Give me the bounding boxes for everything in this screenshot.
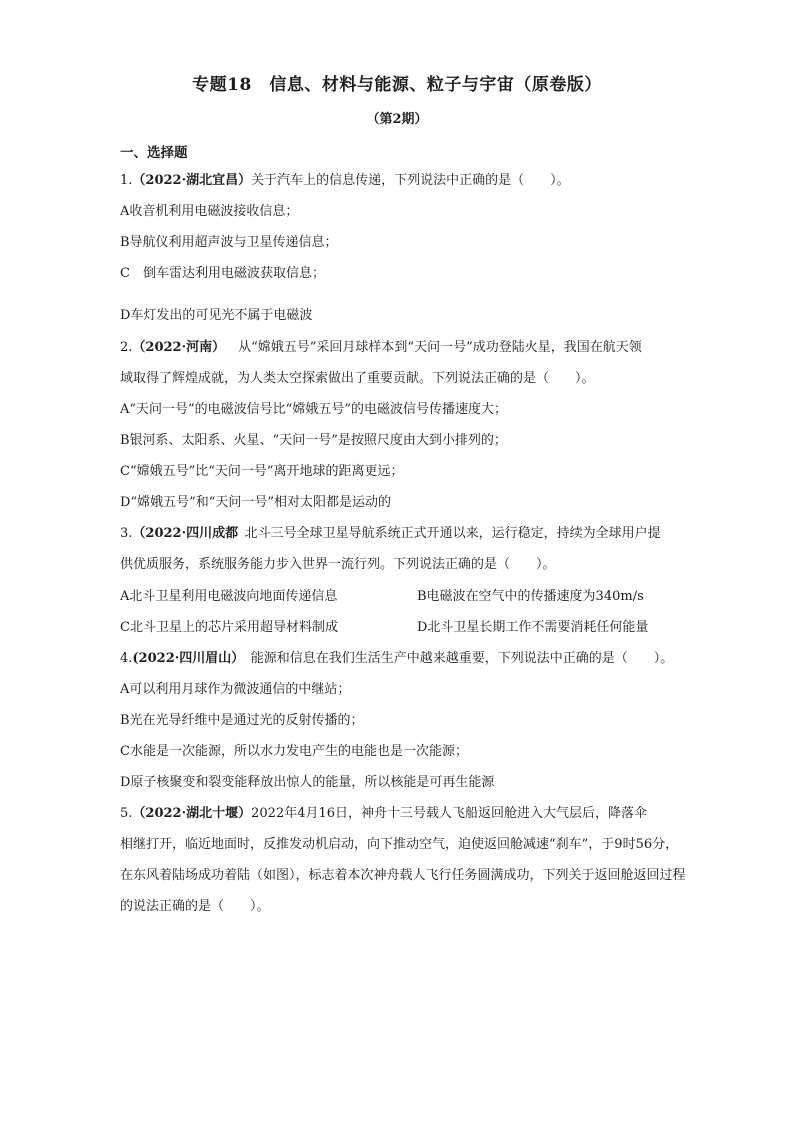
option-a: A可以利用月球作为微波通信的中继站； <box>120 682 351 697</box>
question-number: 5. <box>120 806 133 821</box>
question-text: 的说法正确的是（ ）。 <box>120 899 270 914</box>
question-text: 能源和信息在我们生活生产中越来越重要，下列说法中正确的是（ ）。 <box>250 651 674 666</box>
question-text: 2022年4月16日，神舟十三号载人飞船返回舱进入大气层后，降落伞 <box>251 806 648 821</box>
question-text: 供优质服务，系统服务能力步入世界一流行列。下列说法正确的是（ ）。 <box>120 557 556 572</box>
question-source: （2022·湖北宜昌） <box>132 173 252 188</box>
option-a: A北斗卫星利用电磁波向地面传递信息 <box>120 589 338 604</box>
option-b: B导航仪利用超声波与卫星传递信息； <box>120 235 338 250</box>
page-title: 专题18 信息、材料与能源、粒子与宇宙（原卷版） <box>192 75 602 95</box>
question-text: 在东风着陆场成功着陆（如图），标志着本次神舟载人飞行任务圆满成功，下列关于返回舱返回过程 <box>120 868 686 883</box>
question-number: 4. <box>120 651 133 666</box>
question-text: 北斗三号全球卫星导航系统正式开通以来，运行稳定，持续为全球用户提 <box>244 526 661 541</box>
option-b: B光在光导纤维中是通过光的反射传播的； <box>120 713 364 728</box>
option-d: D原子核聚变和裂变能释放出惊人的能量，所以核能是可再生能源 <box>120 775 495 790</box>
question-text: 域取得了辉煌成就，为人类太空探索做出了重要贡献。下列说法正确的是（ ）。 <box>120 371 595 386</box>
question-text: 从“嫦娥五号”采回月球样本到“天问一号”成功登陆火星，我国在航天领 <box>238 340 642 355</box>
question-3-stem <box>120 525 661 543</box>
question-text: 关于汽车上的信息传递，下列说法中正确的是（ ）。 <box>251 173 570 188</box>
section-heading: 一、选择题 <box>120 145 188 161</box>
question-number: 1. <box>120 173 133 188</box>
option-c: C水能是一次能源，所以水力发电产生的电能也是一次能源； <box>120 744 468 759</box>
question-number: 2. <box>120 340 133 355</box>
question-2-stem <box>120 339 642 357</box>
option-c: C 倒车雷达利用电磁波获取信息； <box>120 266 325 281</box>
option-c: C“嫦娥五号”比“天问一号”离开地球的距离更远； <box>120 464 404 479</box>
option-a: A收音机利用电磁波接收信息； <box>120 204 299 219</box>
page-subtitle: （第2期） <box>366 112 428 127</box>
question-4-stem <box>120 650 673 668</box>
question-1-stem <box>120 172 570 190</box>
option-d: D车灯发出的可见光不属于电磁波 <box>120 308 313 323</box>
option-b: B电磁波在空气中的传播速度为340m/s <box>417 589 644 604</box>
option-c: C北斗卫星上的芯片采用超导材料制成 <box>120 620 338 635</box>
question-text: 相继打开，临近地面时，反推发动机启动，向下推动空气，迫使返回舱减速“刹车”，于9时56分， <box>120 837 679 852</box>
option-d: D北斗卫星长期工作不需要消耗任何能量 <box>417 620 649 635</box>
question-number: 3. <box>120 526 133 541</box>
question-source: (2022·四川眉山） <box>132 651 245 666</box>
question-source: （2022·湖北十堰） <box>132 806 252 821</box>
question-source: （2022·河南） <box>132 340 226 355</box>
option-d: D“嫦娥五号”和“天问一号”相对太阳都是运动的 <box>120 495 392 510</box>
option-a: A“天问一号”的电磁波信号比“嫦娥五号”的电磁波信号传播速度大； <box>120 402 507 417</box>
option-b: B银河系、太阳系、火星、“天问一号”是按照尺度由大到小排列的； <box>120 433 507 448</box>
question-5-stem <box>120 805 647 823</box>
question-source: （2022·四川成都 <box>132 526 239 541</box>
